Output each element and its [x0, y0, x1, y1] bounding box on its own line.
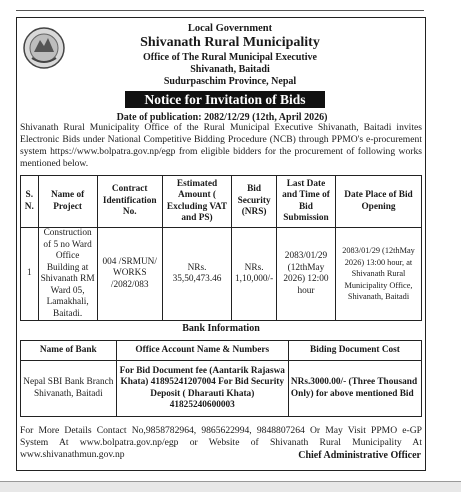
footer-contact: For More Details Contact No,9858782964, 9865622994, 9848807264 Or May Visit PPMO e-GP System At www.bolpatra.gov.np/egp or Website of Shivanath Rural Municipality At www.shivanathmun.gov.np [20, 425, 422, 460]
header-line-4: Shivanath, Baitadi [190, 64, 270, 75]
table-row [21, 228, 422, 321]
th-accounts: Office Account Name & Numbers [116, 341, 288, 361]
th-cost: Biding Document Cost [288, 341, 421, 361]
cell-estimated: NRs. 35,50,473.46 [162, 228, 231, 321]
bank-table [20, 340, 422, 417]
cell-contract: 004 /SRMUN/ WORKS /2082/083 [97, 228, 162, 321]
th-last-date: Last Date and Time of Bid Submission [276, 176, 335, 228]
th-estimated: Estimated Amount ( Excluding VAT and PS) [162, 176, 231, 228]
cell-bank-name: Nepal SBI Bank Branch Shivanath, Baitadi [21, 361, 117, 417]
th-opening: Date Place of Bid Opening [335, 176, 421, 228]
header-line-1: Local Government [187, 23, 273, 34]
cell-project: Construction of 5 no Ward Office Building at Shivanath RM Ward 05, Lamakhali, Baitadi. [38, 228, 97, 321]
intro-paragraph: Shivanath Rural Municipality Office of the Rural Municipal Executive Shivanath, Baitadi invites Electronic Bids under National Competitive Bidding Procedure (NCB) through PPMO's e-procurement system https://www.bolpatra.gov.np/egp from eligible bidders for the procurement of following works mentioned below. [20, 122, 422, 169]
cell-last-date: 2083/01/29 (12thMay 2026) 12:00 hour [276, 228, 335, 321]
bid-table [20, 175, 422, 321]
table-row [21, 361, 422, 417]
cell-security: NRs. 1,10,000/- [232, 228, 277, 321]
bank-info-title: Bank Information [182, 323, 260, 334]
bid-table-header [21, 176, 422, 228]
th-bank: Name of Bank [21, 341, 117, 361]
header-line-3: Office of The Rural Municipal Executive [143, 52, 317, 63]
th-security: Bid Security (NRS) [232, 176, 277, 228]
header-line-2: Shivanath Rural Municipality [140, 35, 320, 50]
cell-accounts: For Bid Document fee (Aantarik Rajaswa Khata) 41895241207004 For Bid Security Deposit ( Dharauti Khata) 41825240600003 [116, 361, 288, 417]
cell-sn: 1 [21, 228, 39, 321]
cell-cost: NRs.3000.00/- (Three Thousand Only) for above mentioned Bid [288, 361, 421, 417]
header-line-5: Sudurpaschim Province, Nepal [163, 76, 297, 87]
th-project: Name of Project [38, 176, 97, 228]
top-rule [16, 10, 424, 11]
bank-table-header [21, 341, 422, 361]
bottom-strip [0, 481, 461, 492]
notice-title: Notice for Invitation of Bids [125, 91, 325, 108]
th-contract: Contract Identification No. [97, 176, 162, 228]
th-sn: S. N. [21, 176, 39, 228]
cell-opening: 2083/01/29 (12thMay 2026) 13:00 hour, at Shivanath Rural Municipality Office, Shivanath, Baitadi [335, 228, 421, 321]
nepal-emblem-icon [22, 26, 66, 70]
publication-date: Date of publication: 2082/12/29 (12th, April 2026) [116, 112, 328, 123]
signoff: Chief Administrative Officer [298, 450, 421, 461]
